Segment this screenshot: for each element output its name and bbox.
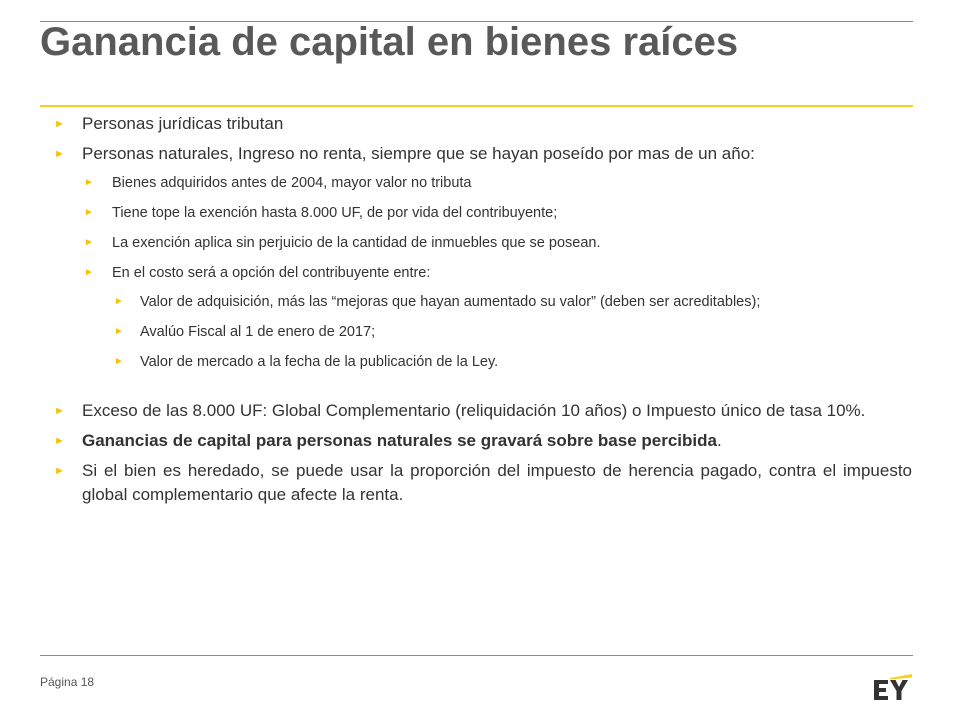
sub-sub-bullet-text: Valor de mercado a la fecha de la publicación de la Ley.: [140, 354, 499, 370]
bullet-text: Exceso de las 8.000 UF: Global Complementario (reliquidación 10 años) o Impuesto único de tasa 10%.: [82, 401, 866, 420]
sub-bullet-text: En el costo será a opción del contribuyente entre:: [112, 265, 431, 281]
list-item: [50, 399, 912, 423]
bullet-arrow-icon: ►: [84, 237, 94, 248]
bullet-arrow-icon: ►: [54, 465, 65, 477]
page-number: Página 18: [40, 675, 95, 689]
bullet-text: Personas naturales, Ingreso no renta, siempre que se hayan poseído por mas de un año:: [82, 144, 755, 163]
sub-sub-bullet-list: [112, 293, 912, 371]
bullet-list: [50, 112, 912, 507]
list-item: [82, 264, 912, 371]
bullet-arrow-icon: ►: [114, 296, 124, 307]
list-item: [50, 142, 912, 371]
sub-bullet-text: Bienes adquiridos antes de 2004, mayor valor no tributa: [112, 175, 472, 191]
list-item: [50, 112, 912, 136]
sub-sub-bullet-text: Avalúo Fiscal al 1 de enero de 2017;: [140, 324, 376, 340]
sub-sub-bullet-text: Valor de adquisición, más las “mejoras que hayan aumentado su valor” (deben ser acreditables);: [140, 294, 761, 310]
list-item: [50, 429, 912, 453]
period-text: .: [716, 431, 722, 450]
list-item: [50, 459, 912, 507]
sub-bullet-text: La exención aplica sin perjuicio de la cantidad de inmuebles que se posean.: [112, 235, 601, 251]
list-item: [112, 353, 912, 371]
bullet-arrow-icon: ►: [54, 405, 65, 417]
list-item: [82, 174, 912, 192]
bullet-text: [82, 429, 912, 453]
list-item: [112, 293, 912, 311]
list-item: [82, 234, 912, 252]
list-item: [112, 323, 912, 341]
bullet-arrow-icon: ►: [114, 326, 124, 337]
bullet-arrow-icon: ►: [84, 267, 94, 278]
bullet-arrow-icon: ►: [84, 177, 94, 188]
sub-bullet-list: [82, 174, 912, 371]
bold-text: Ganancias de capital para personas naturales se gravará sobre base percibida: [82, 431, 717, 450]
bottom-divider: [40, 655, 913, 656]
slide-body: [50, 112, 912, 507]
ey-logo: [872, 674, 914, 702]
bullet-arrow-icon: ►: [114, 356, 124, 367]
bullet-arrow-icon: ►: [54, 435, 65, 447]
bullet-text: Personas jurídicas tributan: [82, 114, 284, 133]
list-item: [82, 204, 912, 222]
bullet-arrow-icon: ►: [84, 207, 94, 218]
bullet-text: Si el bien es heredado, se puede usar la proporción del impuesto de herencia pagado, contra el impuesto global complementario que afecte la renta.: [82, 461, 912, 504]
bullet-arrow-icon: ►: [54, 118, 65, 130]
slide-title: Ganancia de capital en bienes raíces: [40, 20, 739, 64]
title-underline: [40, 105, 913, 107]
sub-bullet-text: Tiene tope la exención hasta 8.000 UF, de por vida del contribuyente;: [112, 205, 558, 221]
bullet-arrow-icon: ►: [54, 148, 65, 160]
